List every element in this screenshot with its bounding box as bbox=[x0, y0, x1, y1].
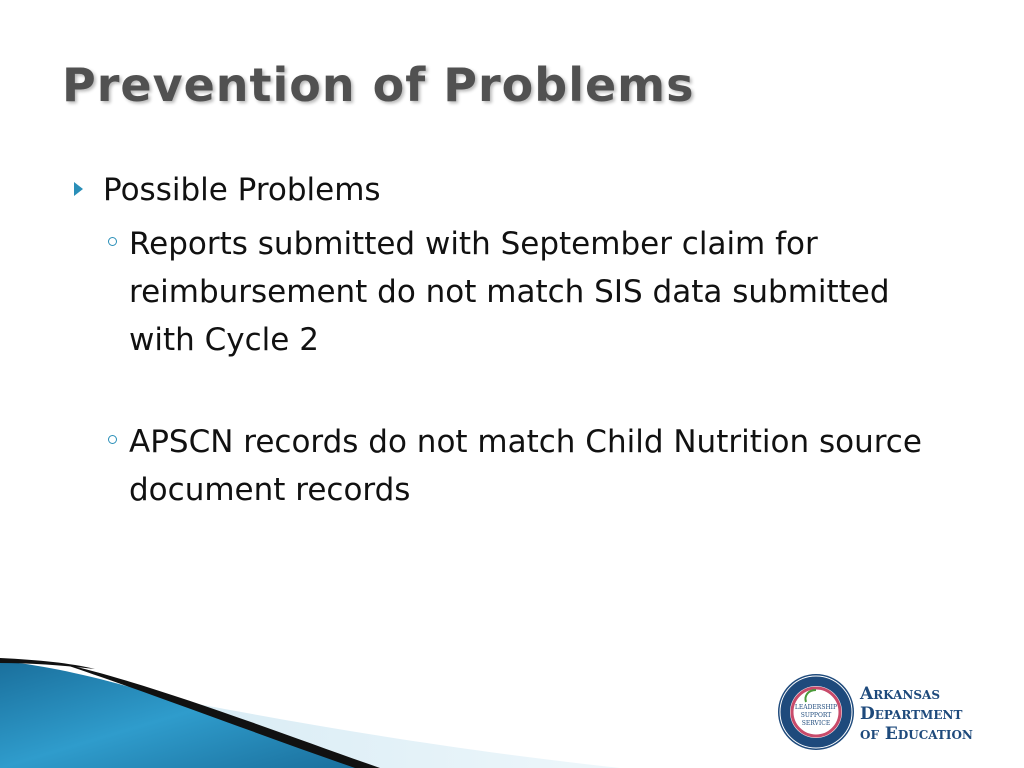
circle-bullet-icon bbox=[108, 435, 117, 444]
ade-seal-logo bbox=[776, 672, 856, 752]
brand-line: of Education bbox=[860, 724, 973, 744]
bullet-possible-problems bbox=[74, 170, 381, 210]
brand-line: Arkansas bbox=[860, 684, 941, 704]
svg-text:SUPPORT: SUPPORT bbox=[800, 712, 832, 719]
slide-title: Prevention of Problems bbox=[62, 58, 695, 112]
bullet-label: Possible Problems bbox=[103, 172, 381, 208]
triangle-bullet-icon bbox=[74, 182, 83, 196]
brand-line: Department bbox=[860, 704, 963, 724]
ade-wordmark bbox=[860, 684, 973, 744]
decorative-swoosh bbox=[0, 643, 620, 768]
svg-text:SERVICE: SERVICE bbox=[801, 720, 831, 727]
circle-bullet-icon bbox=[108, 237, 117, 246]
svg-text:LEADERSHIP: LEADERSHIP bbox=[794, 704, 838, 711]
sub-bullet-text: Reports submitted with September claim for reimbursement do not match SIS data submitted with Cycle 2 bbox=[129, 226, 890, 358]
sub-bullet-text: APSCN records do not match Child Nutrition source document records bbox=[129, 424, 922, 508]
sub-bullet-reports bbox=[108, 220, 988, 364]
sub-bullet-apscn bbox=[108, 418, 988, 514]
